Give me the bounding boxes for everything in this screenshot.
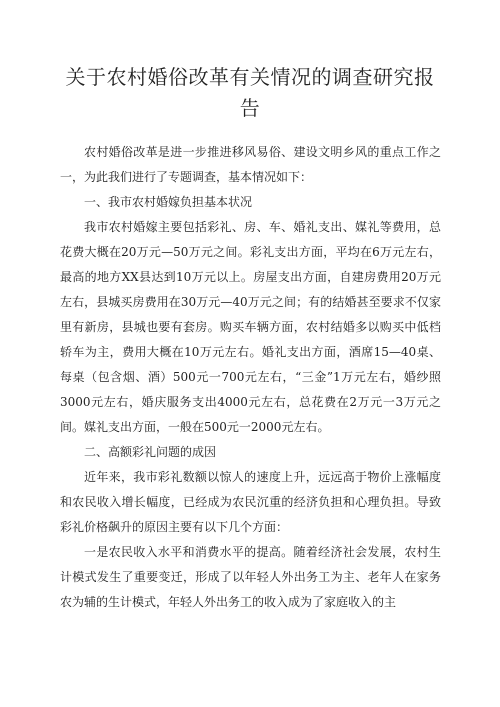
section-heading: 一、我市农村婚嫁负担基本状况 — [84, 195, 253, 209]
document-body — [60, 140, 441, 615]
body-paragraph: 近年来，我市彩礼数额以惊人的速度上升，远远高于物价上涨幅度和农民收入增长幅度，已经成为农民沉重的经济负担和心理负担。导致彩礼价格飙升的原因主要有以下几个方面： — [60, 470, 441, 534]
intro-paragraph: 农村婚俗改革是进一步推进移风易俗、建设文明乡风的重点工作之一，为此我们进行了专题调查，基本情况如下： — [60, 145, 441, 184]
body-paragraph: 一是农民收入水平和消费水平的提高。随着经济社会发展，农村生计模式发生了重要变迁，形成了以年轻人外出务工为主、老年人在家务农为辅的生计模式，年轻人外出务工的收入成为了家庭收入的主 — [60, 545, 441, 609]
body-paragraph: 我市农村婚嫁主要包括彩礼、房、车、婚礼支出、媒礼等费用，总花费大概在20万元—50万元之间。彩礼支出方面，平均在6万元左右，最高的地方XX县达到10万元以上。房屋支出方面，自建房费用20万元左右，县城买房费用在30万元—40万元之间；有的结婚甚至要求不仅家里有新房，县城也要有套房。购买车辆方面，农村结婚多以购买中低档轿车为主，费用大概在10万元左右。婚礼支出方面，酒席15—40桌、每桌（包含烟、酒）500元一700元左右，“三金”1万元左右，婚纱照3000元左右，婚庆服务支出4000元左右，总花费在2万元一3万元之间。媒礼支出方面，一般在500元一2000元左右。 — [60, 220, 441, 434]
document-title: 关于农村婚俗改革有关情况的调查研究报告 — [65, 65, 435, 120]
section-heading: 二、高额彩礼问题的成因 — [84, 445, 217, 459]
